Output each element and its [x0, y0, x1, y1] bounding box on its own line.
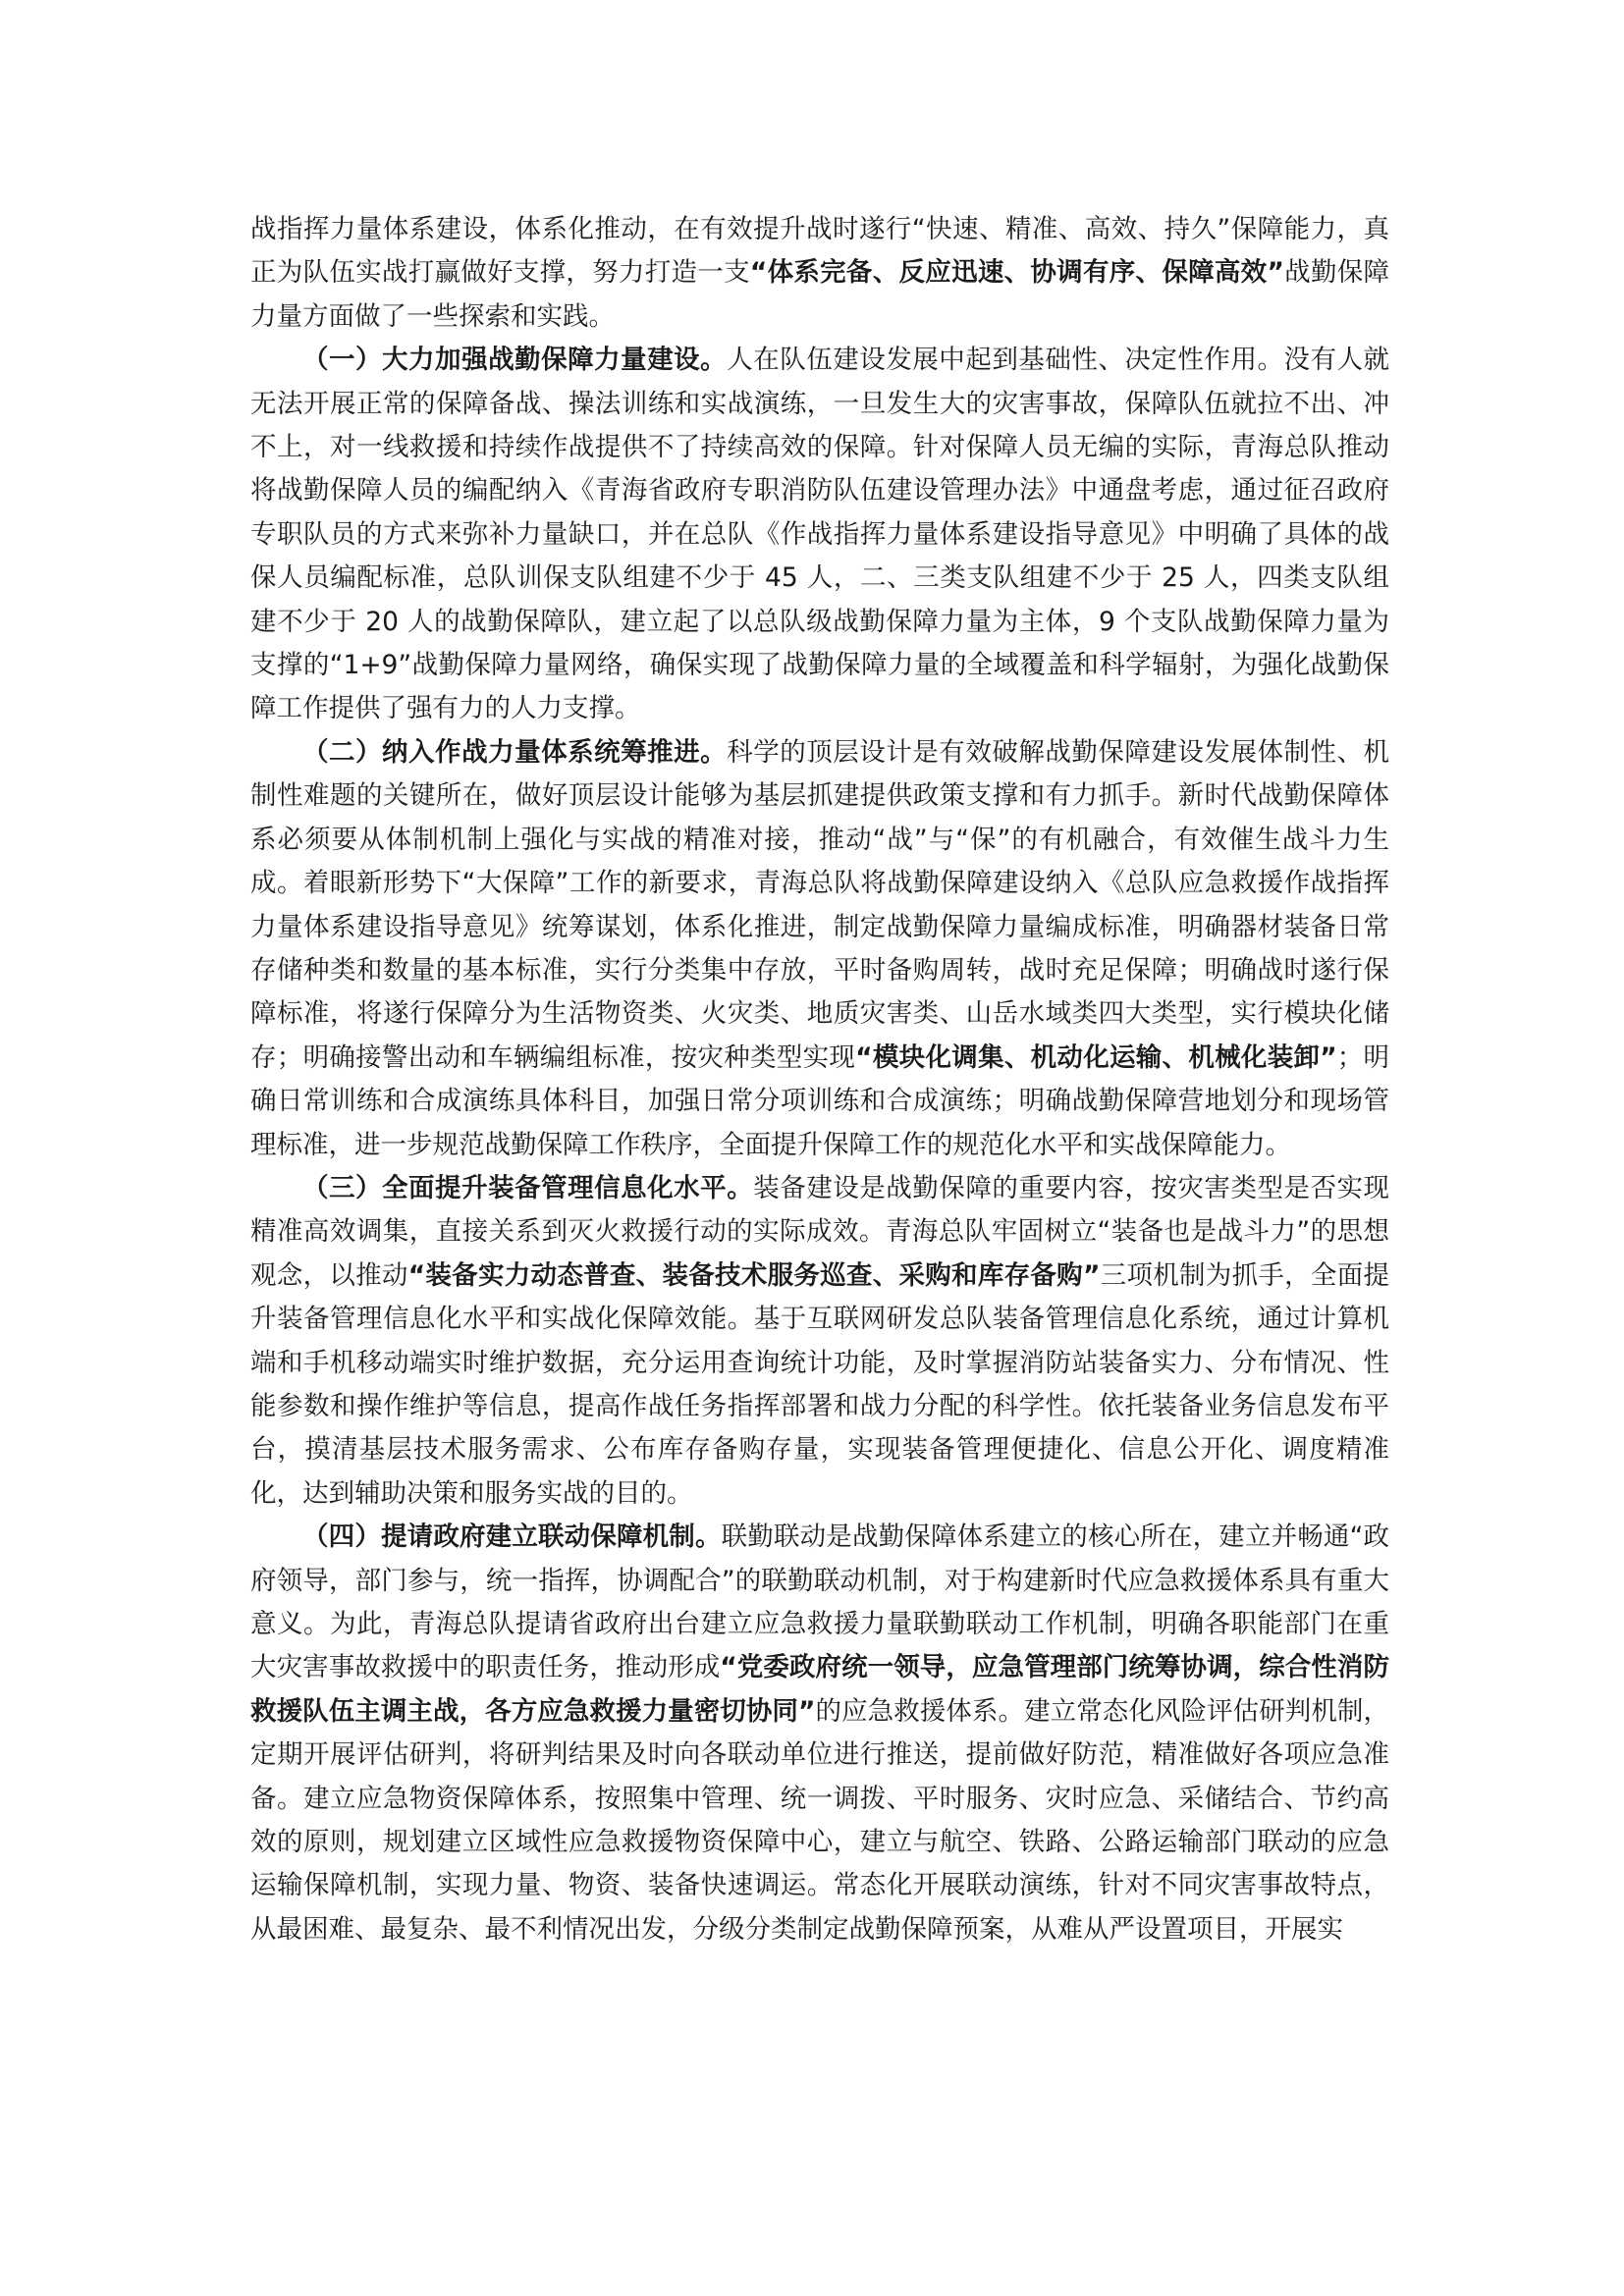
section-2-paragraph — [250, 731, 1389, 1167]
paragraph-text: 装备建设是战勤保障的重要内容，按灾害类型是否实现精准高效调集，直接关系到灭火救援行动的实际成效。青海总队牢固树立“装备也是战斗力”的思想观念，以推动 — [250, 1172, 1390, 1291]
section-1-paragraph — [250, 339, 1389, 731]
bold-emphasis: “装备实力动态普查、装备技术服务巡查、采购和库存备购” — [407, 1259, 1101, 1291]
section-4-paragraph — [250, 1516, 1389, 1951]
section-heading-3: （三）全面提升装备管理信息化水平。 — [302, 1172, 754, 1203]
bold-emphasis: “党委政府统一领导，应急管理部门统筹协调，综合性消防救援队伍主调主战，各方应急救援力量密切协同” — [250, 1652, 1390, 1727]
section-heading-4: （四）提请政府建立联动保障机制。 — [302, 1522, 722, 1553]
section-heading-2: （二）纳入作战力量体系统筹推进。 — [302, 736, 728, 768]
paragraph-text: 战指挥力量体系建设，体系化推动，在有效提升战时遂行“快速、精准、高效、持久”保障能力，真正为队伍实战打赢做好支撑，努力打造一支 — [250, 214, 1389, 289]
bold-emphasis: “体系完备、反应迅速、协调有序、保障高效” — [749, 257, 1284, 289]
paragraph-text: 的应急救援体系。建立常态化风险评估研判机制，定期开展评估研判，将研判结果及时向各联动单位进行推送，提前做好防范，精准做好各项应急准备。建立应急物资保障体系，按照集中管理、统一调拨、平时服务、灾时应急、采储结合、节约高效的原则，规划建立区域性应急救援物资保障中心，建立与航空、铁路、公路运输部门联动的应急运输保障机制，实现力量、物资、装备快速调运。常态化开展联动演练，针对不同灾害事故特点，从最困难、最复杂、最不利情况出发，分级分类制定战勤保障预案，从难从严设置项目，开展实 — [250, 1695, 1389, 1945]
paragraph-continuation — [250, 208, 1389, 339]
paragraph-text: 科学的顶层设计是有效破解战勤保障建设发展体制性、机制性难题的关键所在，做好顶层设计能够为基层抓建提供政策支撑和有力抓手。新时代战勤保障体系必须要从体制机制上强化与实战的精准对接，推动“战”与“保”的有机融合，有效催生战斗力生成。着眼新形势下“大保障”工作的新要求，青海总队将战勤保障建设纳入《总队应急救援作战指挥力量体系建设指导意见》统筹谋划，体系化推进，制定战勤保障力量编成标准，明确器材装备日常存储种类和数量的基本标准，实行分类集中存放，平时备购周转，战时充足保障；明确战时遂行保障标准，将遂行保障分为生活物资类、火灾类、地质灾害类、山岳水域类四大类型，实行模块化储存；明确接警出动和车辆编组标准，按灾种类型实现 — [250, 736, 1390, 1073]
paragraph-text: 人在队伍建设发展中起到基础性、决定性作用。没有人就无法开展正常的保障备战、操法训练和实战演练，一旦发生大的灾害事故，保障队伍就拉不出、冲不上，对一线救援和持续作战提供不了持续高效的保障。针对保障人员无编的实际，青海总队推动将战勤保障人员的编配纳入《青海省政府专职消防队伍建设管理办法》中通盘考虑，通过征召政府专职队员的方式来弥补力量缺口，并在总队《作战指挥力量体系建设指导意见》中明确了具体的战保人员编配标准，总队训保支队组建不少于 45 人，二、三类支队组建不少于 25 人，四类支队组建不少于 20 人的战勤保障队，建立起了以总队级战勤保障力量为主体，9 个支队战勤保障力量为支撑的“1+9”战勤保障力量网络，确保实现了战勤保障力量的全域覆盖和科学辐射，为强化战勤保障工作提供了强有力的人力支撑。 — [250, 345, 1390, 724]
paragraph-text: 三项机制为抓手，全面提升装备管理信息化水平和实战化保障效能。基于互联网研发总队装备管理信息化系统，通过计算机端和手机移动端实时维护数据，充分运用查询统计功能，及时掌握消防站装备实力、分布情况、性能参数和操作维护等信息，提高作战任务指挥部署和战力分配的科学性。依托装备业务信息发布平台，摸清基层技术服务需求、公布库存备购存量，实现装备管理便捷化、信息公开化、调度精准化，达到辅助决策和服务实战的目的。 — [250, 1259, 1390, 1509]
document-body — [250, 208, 1389, 1951]
section-3-paragraph — [250, 1167, 1389, 1516]
paragraph-text: ；明确日常训练和合成演练具体科目，加强日常分项训练和合成演练；明确战勤保障营地划分和现场管理标准，进一步规范战勤保障工作秩序，全面提升保障工作的规范化水平和实战保障能力。 — [250, 1041, 1390, 1160]
paragraph-text: 联勤联动是战勤保障体系建立的核心所在，建立并畅通“政府领导，部门参与，统一指挥，协调配合”的联勤联动机制，对于构建新时代应急救援体系具有重大意义。为此，青海总队提请省政府出台建立应急救援力量联勤联动工作机制，明确各职能部门在重大灾害事故救援中的职责任务，推动形成 — [250, 1522, 1389, 1683]
paragraph-text: 战勤保障力量方面做了一些探索和实践。 — [250, 257, 1390, 332]
bold-emphasis: “模块化调集、机动化运输、机械化装卸” — [855, 1041, 1337, 1073]
section-heading-1: （一）大力加强战勤保障力量建设。 — [302, 345, 728, 376]
